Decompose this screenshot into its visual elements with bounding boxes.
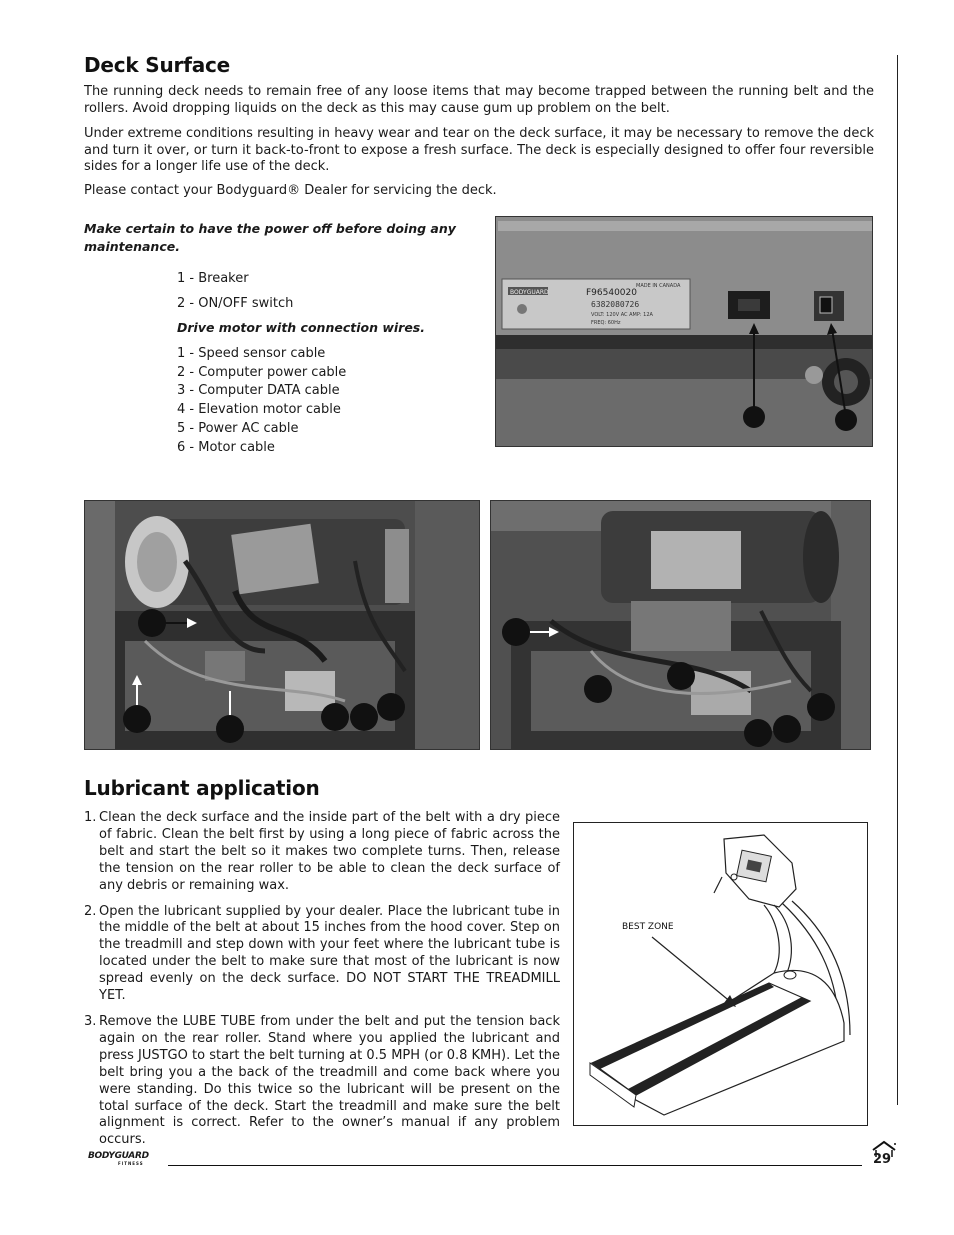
callout-marker bbox=[667, 662, 695, 690]
callout-marker bbox=[350, 703, 378, 731]
best-zone-label: BEST ZONE bbox=[622, 922, 674, 932]
legend-item: 1 - Breaker bbox=[177, 271, 249, 286]
callout-marker bbox=[216, 715, 244, 743]
plate-brand: BODYGUARD bbox=[510, 289, 549, 296]
section-title-lubricant: Lubricant application bbox=[84, 776, 320, 800]
callout-marker bbox=[138, 609, 166, 637]
section-title-deck-surface: Deck Surface bbox=[84, 53, 231, 77]
callout-marker bbox=[743, 406, 765, 428]
logo-text: BODYGUARD bbox=[88, 1151, 149, 1161]
breaker-legend bbox=[177, 270, 293, 313]
legend-item: 5 - Power AC cable bbox=[177, 420, 299, 436]
legend-item: 4 - Elevation motor cable bbox=[177, 402, 341, 418]
plate-volt: VOLT: 120V AC AMP: 12A bbox=[591, 312, 653, 318]
step-number: 2. bbox=[84, 903, 97, 919]
logo-subtext: FITNESS bbox=[118, 1161, 144, 1166]
breaker-switch-photo bbox=[495, 216, 873, 447]
callout-marker bbox=[807, 693, 835, 721]
callout-marker bbox=[744, 719, 772, 747]
motor-caption: Drive motor with connection wires. bbox=[177, 320, 425, 335]
callout-marker bbox=[835, 409, 857, 431]
callout-marker bbox=[584, 675, 612, 703]
footer-rule bbox=[168, 1165, 862, 1166]
step-number: 3. bbox=[84, 1013, 97, 1029]
drive-motor-photo-left bbox=[84, 500, 480, 750]
callout-marker bbox=[321, 703, 349, 731]
legend-item: 2 - Computer power cable bbox=[177, 364, 347, 380]
legend-item: 3 - Computer DATA cable bbox=[177, 383, 340, 399]
drive-motor-photo-right bbox=[490, 500, 871, 750]
step-text: Clean the deck surface and the inside part of the belt with a dry piece of fabric. Clean the belt first by using a long piece of fabric across the belt and start the belt so it makes two complete turns. Then, release the tension on the rear roller to be able to clean the deck surface of any debris or remaining wax. bbox=[99, 810, 560, 893]
callout-marker bbox=[773, 715, 801, 743]
legend-item: 2 - ON/OFF switch bbox=[177, 295, 294, 311]
step-text: Open the lubricant supplied by your dealer. Place the lubricant tube in the middle of the belt at about 15 inches from the hood cover. Step on the treadmill and step down with your feet where the lubricant tube is located under the belt to make sure that most of the lubricant is now spread evenly on the deck surface. DO NOT START THE TREADMILL YET. bbox=[99, 903, 560, 1004]
bodyguard-logo bbox=[88, 1151, 149, 1166]
deck-paragraph-3: Please contact your Bodyguard® Dealer for servicing the deck. bbox=[84, 183, 497, 198]
callout-marker bbox=[123, 705, 151, 733]
power-off-warning: Make certain to have the power off before doing any maintenance. bbox=[84, 221, 456, 254]
list-item bbox=[84, 904, 560, 1005]
plate-made: MADE IN CANADA bbox=[636, 283, 681, 289]
callout-marker bbox=[377, 693, 405, 721]
step-number: 1. bbox=[84, 810, 97, 825]
legend-item: 1 - Speed sensor cable bbox=[177, 346, 326, 361]
page-number: 29 bbox=[873, 1152, 892, 1167]
margin-rule bbox=[897, 55, 898, 1105]
deck-paragraph-1: The running deck needs to remain free of any loose items that may become trapped between the running belt and the rollers. Avoid dropping liquids on the deck as this may cause gum up problem on the belt. bbox=[84, 84, 874, 116]
callout-marker bbox=[502, 618, 530, 646]
step-text: Remove the LUBE TUBE from under the belt and put the tension back again on the rear roller. Stand where you applied the lubricant and press JUSTGO to start the belt turning at 0.5 MPH (or 0.8 KMH). Let the belt bring you a the back of the treadmill and come back where you were standing. Do this twice so the lubricant will be present on the total surface of the deck. Start the treadmill and make sure the belt alignment is correct. Refer to the owner’s manual if any problem occurs. bbox=[99, 1013, 560, 1148]
plate-serial: 6382080726 bbox=[591, 300, 640, 309]
deck-paragraph-2: Under extreme conditions resulting in heavy wear and tear on the deck surface, it may be necessary to remove the deck and turn it over, or turn it back-to-front to expose a fresh surface. The deck is especially designed to offer four reversible sides for a longer life use of the deck. bbox=[84, 126, 874, 175]
plate-part-number: F96540020 bbox=[586, 288, 637, 298]
lubricant-steps bbox=[84, 810, 560, 1158]
plate-freq: FREQ: 60Hz bbox=[591, 320, 621, 326]
legend-item: 6 - Motor cable bbox=[177, 439, 275, 455]
list-item bbox=[84, 1014, 560, 1149]
treadmill-best-zone-figure bbox=[573, 822, 868, 1126]
motor-cable-legend bbox=[177, 345, 346, 457]
list-item bbox=[84, 810, 560, 895]
